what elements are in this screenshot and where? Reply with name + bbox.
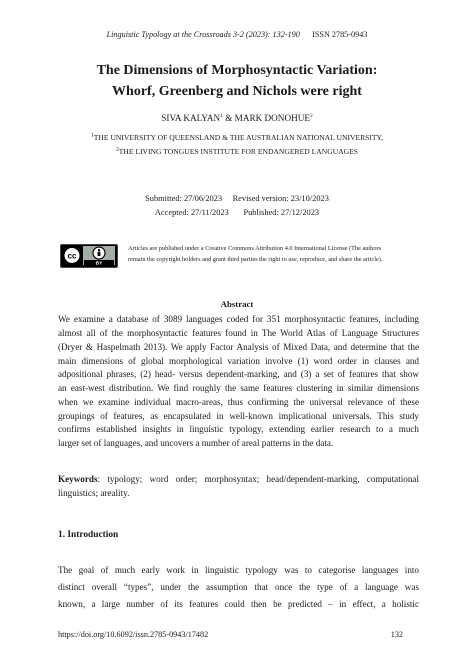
author-separator: & bbox=[222, 113, 235, 123]
abstract-heading: Abstract bbox=[220, 299, 254, 309]
keywords-label: Keywords bbox=[58, 474, 98, 484]
affiliation-2-text: THE LIVING TONGUES INSTITUTE FOR ENDANGERED LANGUAGES bbox=[118, 147, 359, 156]
license-line-2: remain the copyright holders and grant third parties the right to use, reproduce, and share the article). bbox=[128, 255, 383, 263]
abstract-line: adpositional phrases, (2) head- versus dependent-marking, and (3) a set of features that show bbox=[58, 369, 419, 379]
keywords-line-1 bbox=[58, 473, 419, 487]
author-2-mark: 2 bbox=[309, 112, 313, 119]
dates-row-2 bbox=[0, 208, 474, 217]
abstract-line: groupings of features, as encapsulated in well-known implicational universals. This study bbox=[58, 411, 419, 421]
date-published: Published: 27/12/2023 bbox=[243, 208, 320, 217]
title-line-1: The Dimensions of Morphosyntactic Variation: bbox=[96, 63, 378, 78]
author-1: SIVA KALYAN bbox=[161, 113, 221, 123]
license-line-1: Articles are published under a Creative Commons Attribution 4.0 International License (The authors bbox=[128, 245, 382, 252]
affiliation-2-mark: 2 bbox=[115, 146, 119, 153]
abstract-line: main dimensions of global morphological variation involve (1) word order in clauses and bbox=[58, 356, 419, 366]
keywords-text-2: linguistics; areality. bbox=[58, 487, 130, 498]
affiliation-1-text: THE UNIVERSITY OF QUEENSLAND & THE AUSTRALIAN NATIONAL UNIVERSITY, bbox=[93, 133, 383, 142]
dates-row-1 bbox=[0, 194, 474, 203]
journal-citation: Linguistic Typology at the Crossroads 3-2 (2023): 132-190 bbox=[106, 30, 300, 39]
date-submitted: Submitted: 27/06/2023 bbox=[145, 194, 223, 203]
affiliation-2 bbox=[0, 147, 474, 156]
issn: ISSN 2785-0943 bbox=[312, 30, 368, 39]
cc-icon: cc bbox=[67, 251, 77, 261]
abstract-line: an east-west distribution. We find roughly the same features clustering in similar dimensions bbox=[58, 383, 419, 393]
abstract-line: confirms established insights in linguistic typology, extending earlier research to a much bbox=[58, 424, 419, 434]
by-icon: BY bbox=[95, 261, 103, 266]
cc-by-license-badge[interactable] bbox=[60, 244, 118, 268]
title-line-2: Whorf, Greenberg and Nichols were right bbox=[112, 84, 362, 99]
abstract-line: We examine a database of 3089 languages coded for 351 morphosyntactic features, including bbox=[58, 314, 419, 324]
affiliation-1 bbox=[0, 133, 474, 142]
date-accepted: Accepted: 27/11/2023 bbox=[154, 208, 229, 217]
page-footer bbox=[58, 630, 403, 639]
author-1-mark: 1 bbox=[220, 112, 223, 119]
doi-link[interactable]: https://doi.org/10.6092/issn.2785-0943/17482 bbox=[58, 630, 209, 639]
paper-title bbox=[0, 60, 474, 102]
keywords-text-1: : typology; word order; morphosyntax; head/dependent-marking, computational bbox=[97, 474, 419, 484]
abstract-line: (Dryer & Haspelmath 2013). We apply Factor Analysis of Mixed Data, and determine that the bbox=[58, 342, 419, 352]
body-line: known, a large number of its features could then be predicted – in effect, a holistic bbox=[58, 599, 419, 609]
keywords bbox=[58, 473, 419, 501]
section-heading: 1. Introduction bbox=[58, 530, 119, 540]
abstract-line: almost all of the morphosyntactic features found in The World Atlas of Language Structures bbox=[58, 328, 419, 338]
body-line: The goal of much early work in linguistic typology was to categorise languages into bbox=[58, 565, 419, 575]
abstract-line: when we examine individual macro-areas, thus confirming the universal relevance of these bbox=[58, 397, 419, 407]
license-notice bbox=[128, 244, 418, 265]
abstract-line: larger set of languages, and uncovers a number of areal patterns in the data. bbox=[58, 438, 334, 448]
body-line: distinct overall “types”, under the assumption that once the type of a language was bbox=[58, 582, 419, 592]
page-number: 132 bbox=[390, 630, 403, 639]
affiliation-1-mark: 1 bbox=[91, 132, 94, 139]
author-2: MARK DONOHUE bbox=[234, 113, 310, 123]
date-revised: Revised version: 23/10/2023 bbox=[232, 194, 329, 203]
running-header bbox=[0, 30, 474, 39]
author-line bbox=[0, 113, 474, 123]
